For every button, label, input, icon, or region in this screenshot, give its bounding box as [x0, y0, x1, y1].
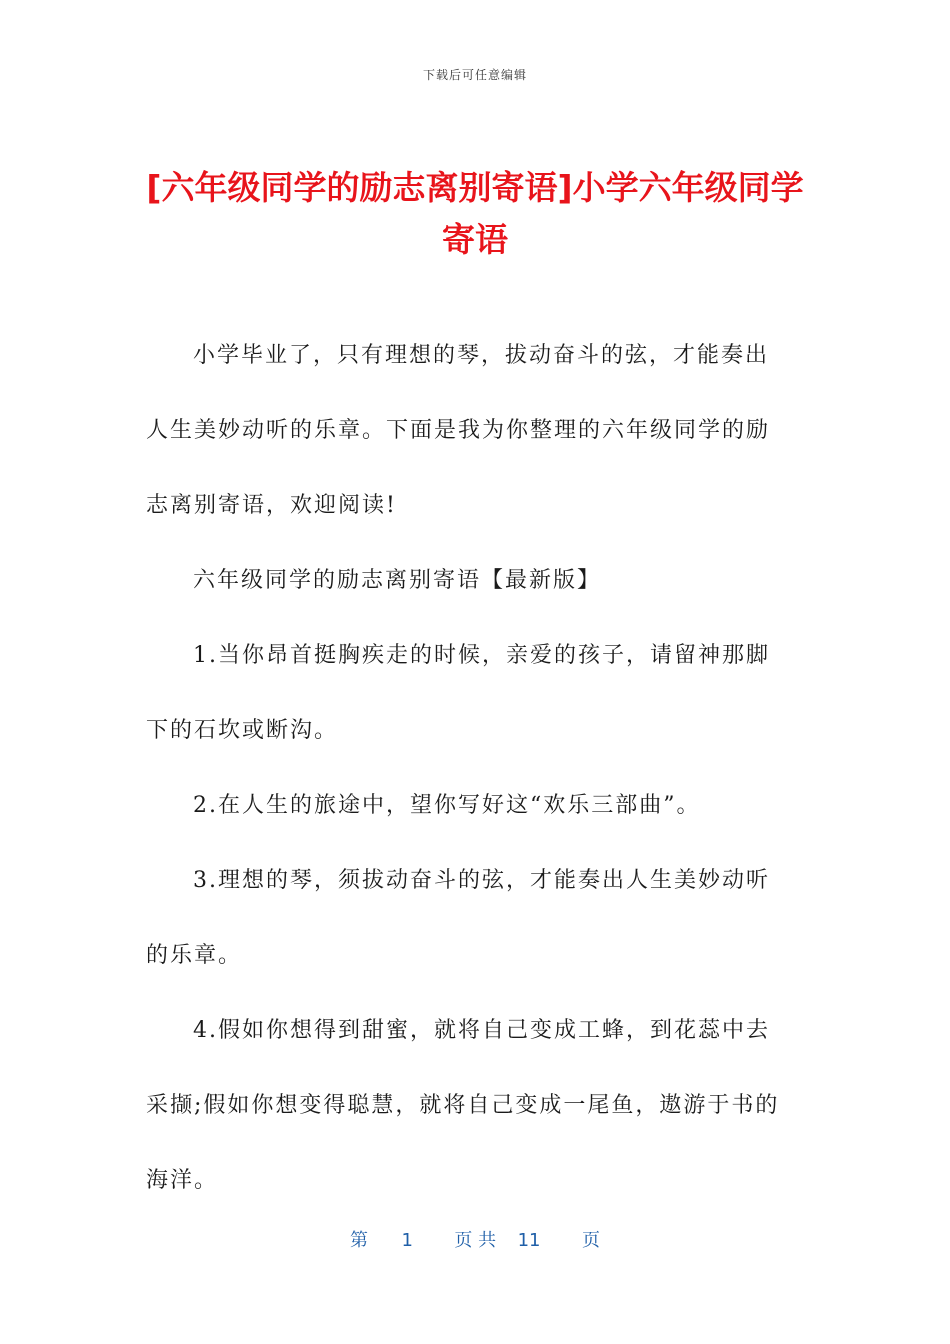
paragraph-item-3: 3.理想的琴，须拔动奋斗的弦，才能奏出人生美妙动听的乐章。	[146, 868, 770, 968]
footer-page-middle: 页 共	[454, 1230, 497, 1251]
document-title: [六年级同学的励志离别寄语]小学六年级同学寄语	[146, 168, 804, 260]
paragraph-subheading: 六年级同学的励志离别寄语【最新版】	[193, 568, 602, 593]
footer-page-prefix: 第	[350, 1230, 369, 1251]
footer-page-suffix: 页	[581, 1230, 600, 1251]
document-body	[146, 318, 792, 1218]
footer-total-pages: 11	[517, 1230, 541, 1251]
header-note: 下载后可任意编辑	[422, 68, 527, 82]
paragraph-item-1: 1.当你昂首挺胸疾走的时候，亲爱的孩子，请留神那脚下的石坎或断沟。	[146, 643, 770, 743]
paragraph-item-4: 4.假如你想得到甜蜜，就将自己变成工蜂，到花蕊中去采撷;假如你想变得聪慧，就将自己变成一尾鱼，遨游于书的海洋。	[146, 1018, 780, 1193]
paragraph-item-2: 2.在人生的旅途中，望你写好这“欢乐三部曲”。	[193, 793, 701, 818]
paragraph-intro: 小学毕业了，只有理想的琴，拔动奋斗的弦，才能奏出人生美妙动听的乐章。下面是我为你整理的六年级同学的励志离别寄语，欢迎阅读!	[146, 343, 771, 518]
footer-current-page: 1	[401, 1230, 413, 1251]
page-footer	[0, 1226, 950, 1252]
